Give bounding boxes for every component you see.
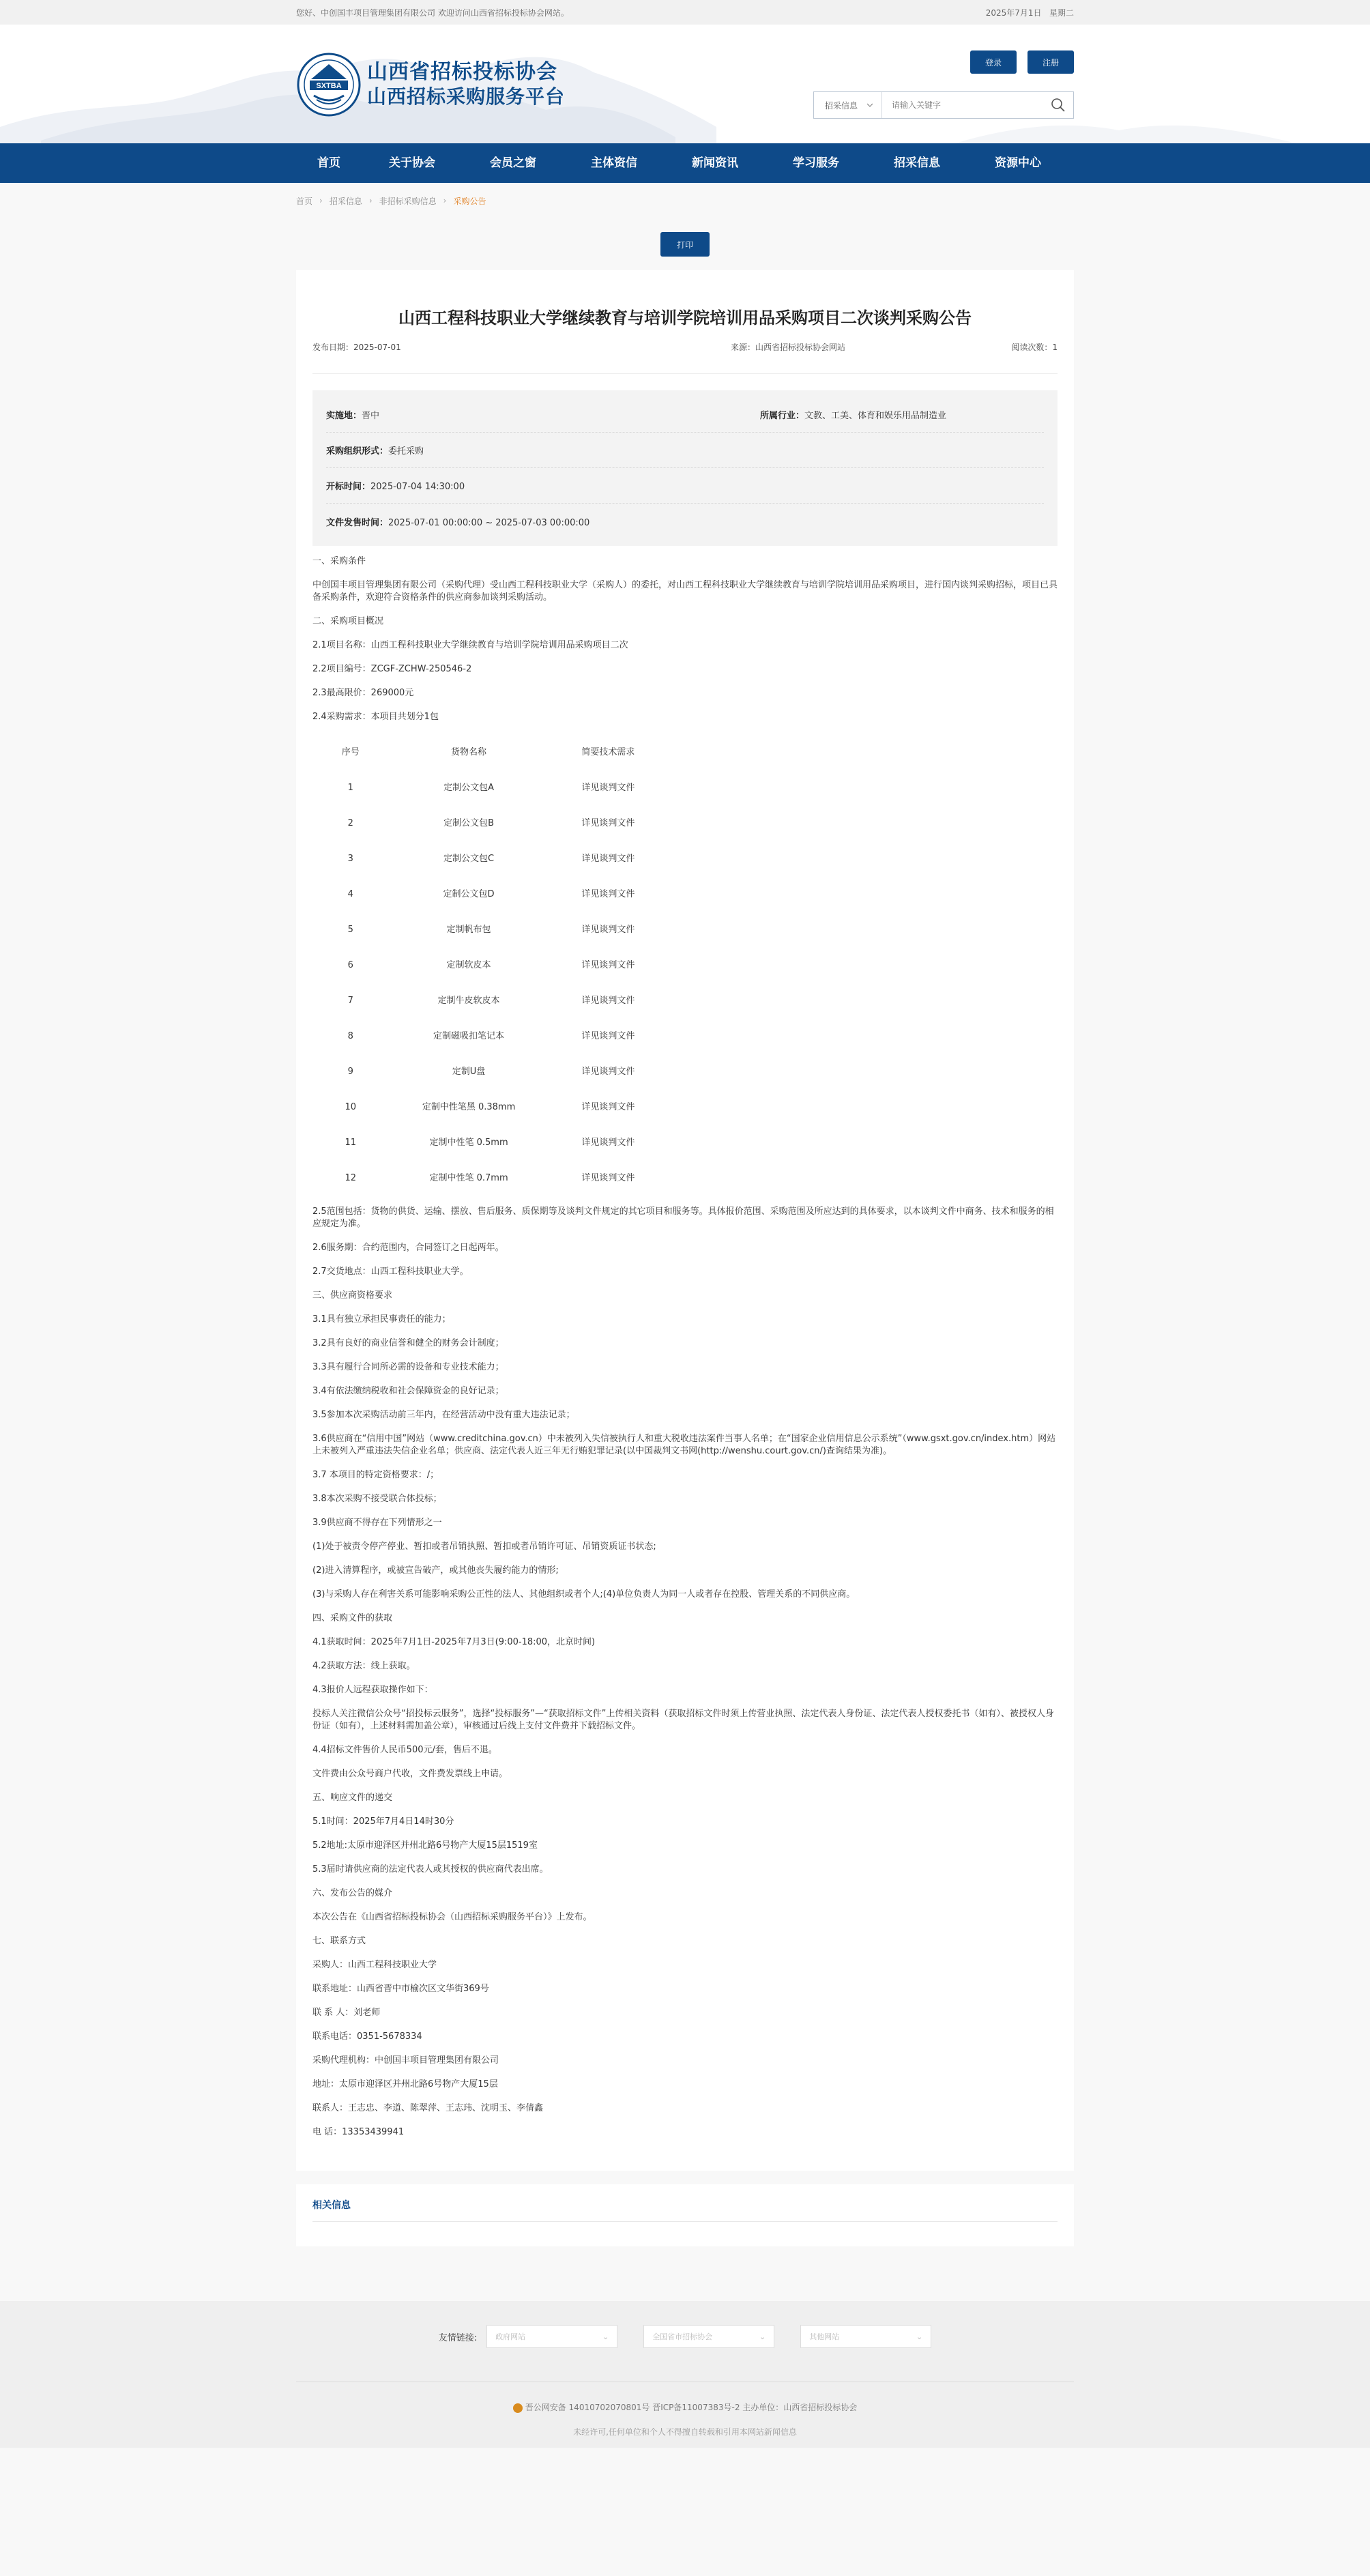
- table-cell: 11: [345, 1138, 356, 1148]
- table-cell: 1: [347, 783, 353, 793]
- friend-link-select-gov[interactable]: 政府网站 ⌄: [486, 2325, 617, 2348]
- table-row: [312, 1090, 667, 1125]
- content-paragraph: 3.3具有履行合同所必需的设备和专业技术能力；: [312, 1362, 504, 1372]
- table-cell: 10: [345, 1102, 356, 1112]
- breadcrumb: [296, 183, 1074, 218]
- content-paragraph: 三、供应商资格要求: [312, 1290, 393, 1301]
- table-cell: 详见谈判文件: [581, 1102, 635, 1112]
- top-bar: [0, 0, 1370, 25]
- content-paragraph: 六、发布公告的媒介: [312, 1888, 393, 1898]
- content-paragraph: 电 话：13353439941: [312, 2127, 405, 2137]
- content-paragraph: 3.7 本项目的特定资格要求：/；: [312, 1470, 439, 1480]
- table-cell: 6: [347, 960, 353, 970]
- content-paragraph: 一、采购条件: [312, 556, 366, 566]
- content-paragraph: 联系电话：0351-5678334: [312, 2031, 422, 2042]
- table-cell: 2: [347, 818, 353, 828]
- table-cell: 定制帆布包: [446, 925, 491, 935]
- table-cell: 9: [347, 1067, 353, 1077]
- svg-text:SXTBA: SXTBA: [316, 82, 342, 90]
- content-paragraph: 2.6服务期：合约范围内，合同签订之日起两年。: [312, 1243, 504, 1253]
- content-paragraph: 5.2地址:太原市迎泽区并州北路6号物产大厦15层1519室: [312, 1840, 538, 1851]
- police-badge-icon: [513, 2403, 523, 2413]
- content-paragraph: 2.1项目名称：山西工程科技职业大学继续教育与培训学院培训用品采购项目二次: [312, 640, 628, 650]
- date-value: 2025年7月1日: [985, 8, 1042, 18]
- search-input[interactable]: [882, 93, 1043, 117]
- table-cell: 定制中性笔黑 0.38mm: [422, 1102, 516, 1112]
- content-paragraph: 3.6供应商在“信用中国”网站（www.creditchina.gov.cn）中未被列入失信被执行人和重大税收违法案件当事人名单；在“国家企业信用信息公示系统”（www.gsxt.gov.cn/index.htm）网站上未被列入严重违法失信企业名单；供应商、法定代表人近三年无行贿犯罪记录(以中国裁判文书网(http://wenshu.court.gov.cn/)查询结果为准)。: [312, 1434, 1056, 1456]
- table-cell: 定制牛皮软皮本: [437, 996, 500, 1006]
- chevron-down-icon: ⌄: [759, 2332, 766, 2341]
- content-paragraph: 文件费由公众号商户代收，文件费发票线上申请。: [312, 1769, 508, 1779]
- content-paragraph: 2.4采购需求：本项目共划分1包: [312, 712, 439, 722]
- copyright-notice: 未经许可,任何单位和个人不得擅自转载和引用本网站新闻信息: [573, 2427, 797, 2437]
- content-paragraph: 5.1时间：2025年7月4日14时30分: [312, 1817, 454, 1827]
- site-logo[interactable]: [296, 52, 565, 117]
- table-header-cell: 序号: [341, 747, 360, 757]
- info-open-time: 开标时间：2025-07-04 14:30:00: [326, 482, 465, 492]
- article-source: 来源：山西省招标投标协会网站: [731, 343, 846, 352]
- content-paragraph: 3.5参加本次采购活动前三年内，在经营活动中没有重大违法记录；: [312, 1410, 575, 1420]
- table-row: [312, 948, 667, 983]
- article-content: [312, 555, 1058, 2139]
- items-table: [312, 735, 667, 1196]
- table-cell: 详见谈判文件: [581, 996, 635, 1006]
- table-cell: 详见谈判文件: [581, 889, 635, 899]
- breadcrumb-current: 采购公告: [453, 196, 486, 206]
- table-row: [312, 912, 667, 948]
- content-paragraph: 3.2具有良好的商业信誉和健全的财务会计制度；: [312, 1338, 504, 1348]
- search-button[interactable]: [1043, 92, 1073, 118]
- table-cell: 4: [347, 889, 353, 899]
- table-row: [312, 1019, 667, 1054]
- nav-item-credit[interactable]: 主体资信: [591, 156, 637, 170]
- breadcrumb-separator: ›: [319, 196, 323, 205]
- content-paragraph: 2.5范围包括：货物的供货、运输、摆放、售后服务、质保期等及谈判文件规定的其它项目和服务等。具体报价范围、采购范围及所应达到的具体要求，以本谈判文件中商务、技术和服务的相应规定为准。: [312, 1206, 1054, 1229]
- table-cell: 定制公文包A: [443, 783, 494, 793]
- info-industry: 所属行业：文教、工美、体育和娱乐用品制造业: [760, 411, 947, 421]
- breadcrumb-procurement[interactable]: 招采信息: [329, 196, 362, 206]
- weekday-value: 星期二: [1049, 8, 1074, 18]
- nav-item-members[interactable]: 会员之窗: [490, 156, 536, 170]
- friend-links-label: 友情链接:: [438, 2332, 478, 2343]
- table-header-cell: 简要技术需求: [581, 747, 635, 757]
- date-text: [986, 7, 1074, 18]
- table-row: [312, 1054, 667, 1090]
- table-cell: 12: [345, 1173, 356, 1183]
- table-cell: 详见谈判文件: [581, 1031, 635, 1041]
- table-cell: 详见谈判文件: [581, 1138, 635, 1148]
- content-paragraph: 联系地址：山西省晋中市榆次区文华街369号: [312, 1984, 489, 1994]
- print-button[interactable]: 打印: [660, 232, 710, 257]
- table-row: [312, 841, 667, 877]
- content-paragraph: (3)与采购人存在利害关系可能影响采购公正性的法人、其他组织或者个人;(4)单位负责人为同一人或者存在控股、管理关系的不同供应商。: [312, 1589, 856, 1600]
- content-paragraph: 投标人关注微信公众号“招投标云服务”，选择“投标服务”—“获取招标文件”上传相关资料（获取招标文件时须上传营业执照、法定代表人身份证、法定代表人授权委托书（如有）、被授权人身份证（如有），上述材料需加盖公章），审核通过后线上支付文件费并下载招标文件。: [312, 1709, 1054, 1731]
- table-cell: 详见谈判文件: [581, 818, 635, 828]
- chevron-down-icon: ⌄: [916, 2332, 923, 2341]
- info-location: 实施地：晋中: [326, 411, 380, 421]
- content-paragraph: 3.1具有独立承担民事责任的能力；: [312, 1314, 451, 1325]
- logo-seal-icon: [296, 52, 362, 117]
- breadcrumb-home[interactable]: 首页: [296, 196, 313, 206]
- logo-title: 山西省招标投标协会: [367, 60, 557, 84]
- search-icon: [1051, 98, 1066, 113]
- chevron-down-icon: [866, 103, 873, 107]
- table-cell: 详见谈判文件: [581, 960, 635, 970]
- publish-date: 发布日期：2025-07-01: [312, 343, 401, 352]
- content-paragraph: 3.4有依法缴纳税收和社会保障资金的良好记录；: [312, 1386, 504, 1396]
- content-paragraph: 地址：太原市迎泽区并州北路6号物产大厦15层: [312, 2079, 498, 2089]
- content-paragraph: 4.3报价人远程获取操作如下：: [312, 1685, 433, 1695]
- table-cell: 定制中性笔 0.7mm: [429, 1173, 508, 1183]
- related-info-title: 相关信息: [312, 2198, 1058, 2222]
- content-paragraph: 采购代理机构：中创国丰项目管理集团有限公司: [312, 2055, 499, 2066]
- content-paragraph: 3.8本次采购不接受联合体投标；: [312, 1494, 442, 1504]
- view-count: 阅读次数：1: [1011, 343, 1058, 352]
- content-paragraph: 4.4招标文件售价人民币500元/套，售后不退。: [312, 1745, 497, 1755]
- friend-links: [0, 2325, 1370, 2348]
- nav-item-procurement[interactable]: 招采信息: [894, 156, 940, 170]
- content-paragraph: 3.9供应商不得存在下列情形之一: [312, 1518, 442, 1528]
- breadcrumb-separator: ›: [368, 196, 373, 205]
- table-cell: 详见谈判文件: [581, 854, 635, 864]
- table-cell: 5: [347, 925, 353, 935]
- article-title: 山西工程科技职业大学继续教育与培训学院培训用品采购项目二次谈判采购公告: [398, 308, 972, 328]
- info-org-form: 采购组织形式：委托采购: [326, 446, 424, 457]
- welcome-text: 您好、中创国丰项目管理集团有限公司 欢迎访问山西省招标投标协会网站。: [296, 8, 569, 18]
- chevron-down-icon: ⌄: [602, 2332, 609, 2341]
- table-row: [312, 983, 667, 1019]
- table-cell: 定制软皮本: [446, 960, 491, 970]
- content-paragraph: (1)处于被责令停产停业、暂扣或者吊销执照、暂扣或者吊销许可证、吊销资质证书状态;: [312, 1542, 656, 1552]
- table-row: [312, 1161, 667, 1196]
- logo-subtitle: 山西招标采购服务平台: [367, 85, 566, 108]
- table-cell: 定制公文包B: [443, 818, 494, 828]
- table-row: [312, 877, 667, 912]
- article: [296, 270, 1074, 2171]
- table-header-cell: 货物名称: [451, 747, 487, 757]
- nav-item-news[interactable]: 新闻资讯: [692, 156, 738, 170]
- table-row: [312, 806, 667, 841]
- search-type-value: 招采信息: [825, 100, 858, 111]
- main-nav: [0, 143, 1370, 183]
- table-cell: 定制磁吸扣笔记本: [433, 1031, 505, 1041]
- content-paragraph: 5.3届时请供应商的法定代表人或其授权的供应商代表出席。: [312, 1864, 549, 1875]
- content-paragraph: 五、响应文件的递交: [312, 1793, 393, 1803]
- related-info: [296, 2184, 1074, 2246]
- table-cell: 7: [347, 996, 353, 1006]
- table-cell: 定制U盘: [452, 1067, 486, 1077]
- content-paragraph: 2.2项目编号：ZCGF-ZCHW-250546-2: [312, 664, 472, 674]
- table-row: [312, 770, 667, 806]
- content-paragraph: 4.1获取时间：2025年7月1日-2025年7月3日(9:00-18:00，北京时间): [312, 1637, 596, 1647]
- table-cell: 定制公文包C: [443, 854, 495, 864]
- content-paragraph: 中创国丰项目管理集团有限公司（采购代理）受山西工程科技职业大学（采购人）的委托，对山西工程科技职业大学继续教育与培训学院培训用品采购项目，进行国内谈判采购招标，项目已具备采购条件，欢迎符合资格条件的供应商参加谈判采购活动。: [312, 580, 1058, 603]
- content-paragraph: 联系人：王志忠、李道、陈翠萍、王志玮、沈明玉、李倩鑫: [312, 2103, 544, 2113]
- site-header: [0, 25, 1370, 143]
- table-row: [312, 1125, 667, 1161]
- site-footer: [0, 2301, 1370, 2448]
- table-cell: 详见谈判文件: [581, 925, 635, 935]
- breadcrumb-separator: ›: [443, 196, 447, 205]
- search-type-select[interactable]: [814, 92, 882, 118]
- content-paragraph: 七、联系方式: [312, 1936, 366, 1946]
- nav-item-learning[interactable]: 学习服务: [793, 156, 839, 170]
- login-button[interactable]: 登录: [970, 50, 1017, 74]
- content-paragraph: 本次公告在《山西省招标投标协会（山西招标采购服务平台）》上发布。: [312, 1912, 592, 1922]
- nav-item-resources[interactable]: 资源中心: [995, 156, 1041, 170]
- table-cell: 详见谈判文件: [581, 783, 635, 793]
- content-paragraph: 采购人：山西工程科技职业大学: [312, 1960, 437, 1970]
- content-paragraph: 2.3最高限价：269000元: [312, 688, 414, 698]
- content-paragraph: 二、采购项目概况: [312, 616, 384, 626]
- table-cell: 定制中性笔 0.5mm: [429, 1138, 508, 1148]
- nav-item-about[interactable]: 关于协会: [389, 156, 435, 170]
- project-info-box: [312, 390, 1058, 546]
- content-paragraph: 联 系 人：刘老师: [312, 2008, 381, 2018]
- content-paragraph: 四、采购文件的获取: [312, 1613, 393, 1623]
- article-meta: [312, 341, 1058, 374]
- register-button[interactable]: 注册: [1028, 50, 1074, 74]
- table-cell: 3: [347, 854, 353, 864]
- table-cell: 详见谈判文件: [581, 1067, 635, 1077]
- info-doc-time: 文件发售时间：2025-07-01 00:00:00 ~ 2025-07-03 00:00:00: [326, 517, 590, 528]
- table-cell: 定制公文包D: [443, 889, 495, 899]
- friend-link-select-other[interactable]: 其他网站 ⌄: [800, 2325, 931, 2348]
- content-paragraph: 4.2获取方法：线上获取。: [312, 1661, 416, 1671]
- copyright: 晋公网安备 14010702070801号 晋ICP备11007383号-2 主办单位：山西省招标投标协会: [0, 2401, 1370, 2413]
- nav-item-home[interactable]: 首页: [317, 156, 340, 170]
- search-bar: [813, 91, 1074, 119]
- content-paragraph: (2)进入清算程序，或被宣告破产，或其他丧失履约能力的情形;: [312, 1565, 559, 1576]
- breadcrumb-non-tender[interactable]: 非招标采购信息: [379, 196, 437, 206]
- content-paragraph: 2.7交货地点：山西工程科技职业大学。: [312, 1267, 469, 1277]
- table-cell: 8: [347, 1031, 353, 1041]
- table-cell: 详见谈判文件: [581, 1173, 635, 1183]
- friend-link-select-assoc[interactable]: 全国省市招标协会 ⌄: [643, 2325, 774, 2348]
